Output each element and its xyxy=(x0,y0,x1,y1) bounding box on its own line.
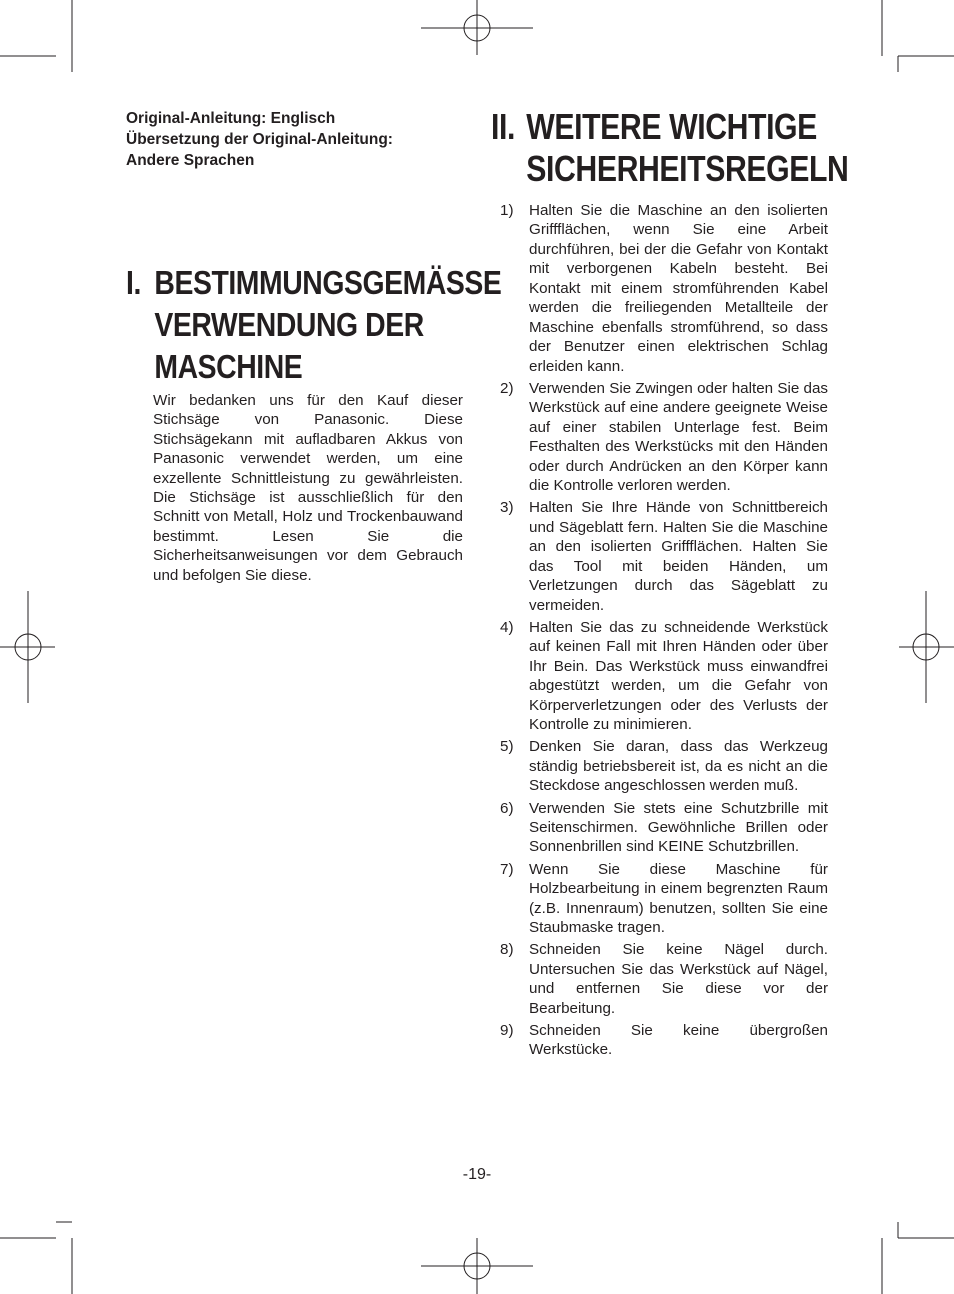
item-text: Schneiden Sie keine Nägel durch. Untersuchen Sie das Werkstück auf Nägel, und entfernen Sie diese vor der Bearbeitung. xyxy=(529,941,828,1017)
original-manual-note xyxy=(126,108,393,171)
section-1-title-line-2: VERWENDUNG DER xyxy=(154,306,424,343)
note-line-3: Andere Sprachen xyxy=(126,152,255,169)
item-text: Verwenden Sie stets eine Schutzbrille mit Seitenschirmen. Gewöhnliche Brillen oder Sonnenbrillen sind KEINE Schutzbrillen. xyxy=(529,799,828,856)
list-item xyxy=(500,737,828,795)
item-number: 7) xyxy=(500,860,514,878)
item-text: Schneiden Sie keine übergroßen Werkstücke. xyxy=(529,1021,828,1059)
note-line-2: Übersetzung der Original-Anleitung: xyxy=(126,131,393,148)
section-2-heading xyxy=(491,106,849,190)
section-1-number: I. xyxy=(126,264,141,301)
item-text: Halten Sie das zu schneidende Werkstück auf keinen Fall mit Ihren Händen oder über Ihr Bein. Das Werkstück muss einwandfrei abgestützt werden, um die Gefahr von Körperverletzungen oder des Verlusts der Kontrolle zu minimieren. xyxy=(529,618,828,734)
list-item xyxy=(500,201,828,376)
item-number: 5) xyxy=(500,738,514,756)
item-number: 2) xyxy=(500,379,514,397)
list-item xyxy=(500,1021,828,1060)
section-1-body: Wir bedanken uns für den Kauf dieser Stichsäge von Panasonic. Diese Stichsägekann mit aufladbaren Akkus von Panasonic verwendet werden, um eine exzellente Schnittleistung zu gewährleisten. Die Stichsäge ist ausschließlich für den Schnitt von Metall, Holz und Trockenbauwand bestimmt. Lesen Sie die Sicherheitsanweisungen vor dem Gebrauch und befolgen Sie diese. xyxy=(153,392,463,584)
item-number: 6) xyxy=(500,799,514,817)
item-number: 1) xyxy=(500,202,514,219)
item-number: 9) xyxy=(500,1021,514,1039)
section-1-heading xyxy=(126,262,502,388)
list-item xyxy=(500,379,828,496)
list-item xyxy=(500,860,828,938)
section-2-title-line-1: WEITERE WICHTIGE xyxy=(526,106,817,147)
item-text: Halten Sie Ihre Hände von Schnittbereich und Sägeblatt fern. Halten Sie die Maschine an den isolierten Griffflächen. Halten Sie das Tool mit beiden Händen, um Verletzungen durch das Sägeblatt zu vermeiden. xyxy=(529,499,828,614)
item-text: Wenn Sie diese Maschine für Holzbearbeitung in einem begrenzten Raum (z.B. Innenraum) benutzen, sollten Sie eine Staubmaske tragen. xyxy=(529,860,828,937)
item-number: 8) xyxy=(500,941,514,959)
note-line-1: Original-Anleitung: Englisch xyxy=(126,110,336,127)
section-2-title-line-2: SICHERHEITSREGELN xyxy=(526,148,849,189)
section-1-title-line-1: BESTIMMUNGSGEMÄSSE xyxy=(154,264,502,301)
page-number: -19- xyxy=(462,1166,492,1183)
list-item xyxy=(500,498,828,615)
list-item xyxy=(500,940,828,1018)
item-number: 4) xyxy=(500,618,514,636)
section-1-title-line-3: MASCHINE xyxy=(154,348,303,385)
item-text: Halten Sie die Maschine an den isolierten Griffflächen, wenn Sie eine Arbeit durchführen, bei der die Gefahr von Kontakt mit verborgenen Kabeln besteht. Bei Kontakt mit einem stromführenden Kabel werden die freiliegenden Metallteile der Maschine ebenfalls stromführend, so dass der Benutzer einen elektrischen Schlag erleiden kann. xyxy=(529,202,828,375)
safety-rules-list xyxy=(500,201,828,1063)
item-number: 3) xyxy=(500,499,514,517)
list-item xyxy=(500,618,828,735)
section-2-number: II. xyxy=(491,106,515,147)
item-text: Denken Sie daran, dass das Werkzeug ständig betriebsbereit ist, da es nicht an die Steckdose angeschlossen werden muß. xyxy=(529,738,828,795)
item-text: Verwenden Sie Zwingen oder halten Sie das Werkstück auf eine andere geeignete Weise auf einer stabilen Unterlage fest. Beim Festhalten des Werkstücks mit den Händen oder durch Andrücken an den Körper kann die Kontrolle verloren werden. xyxy=(529,379,828,495)
list-item xyxy=(500,799,828,857)
